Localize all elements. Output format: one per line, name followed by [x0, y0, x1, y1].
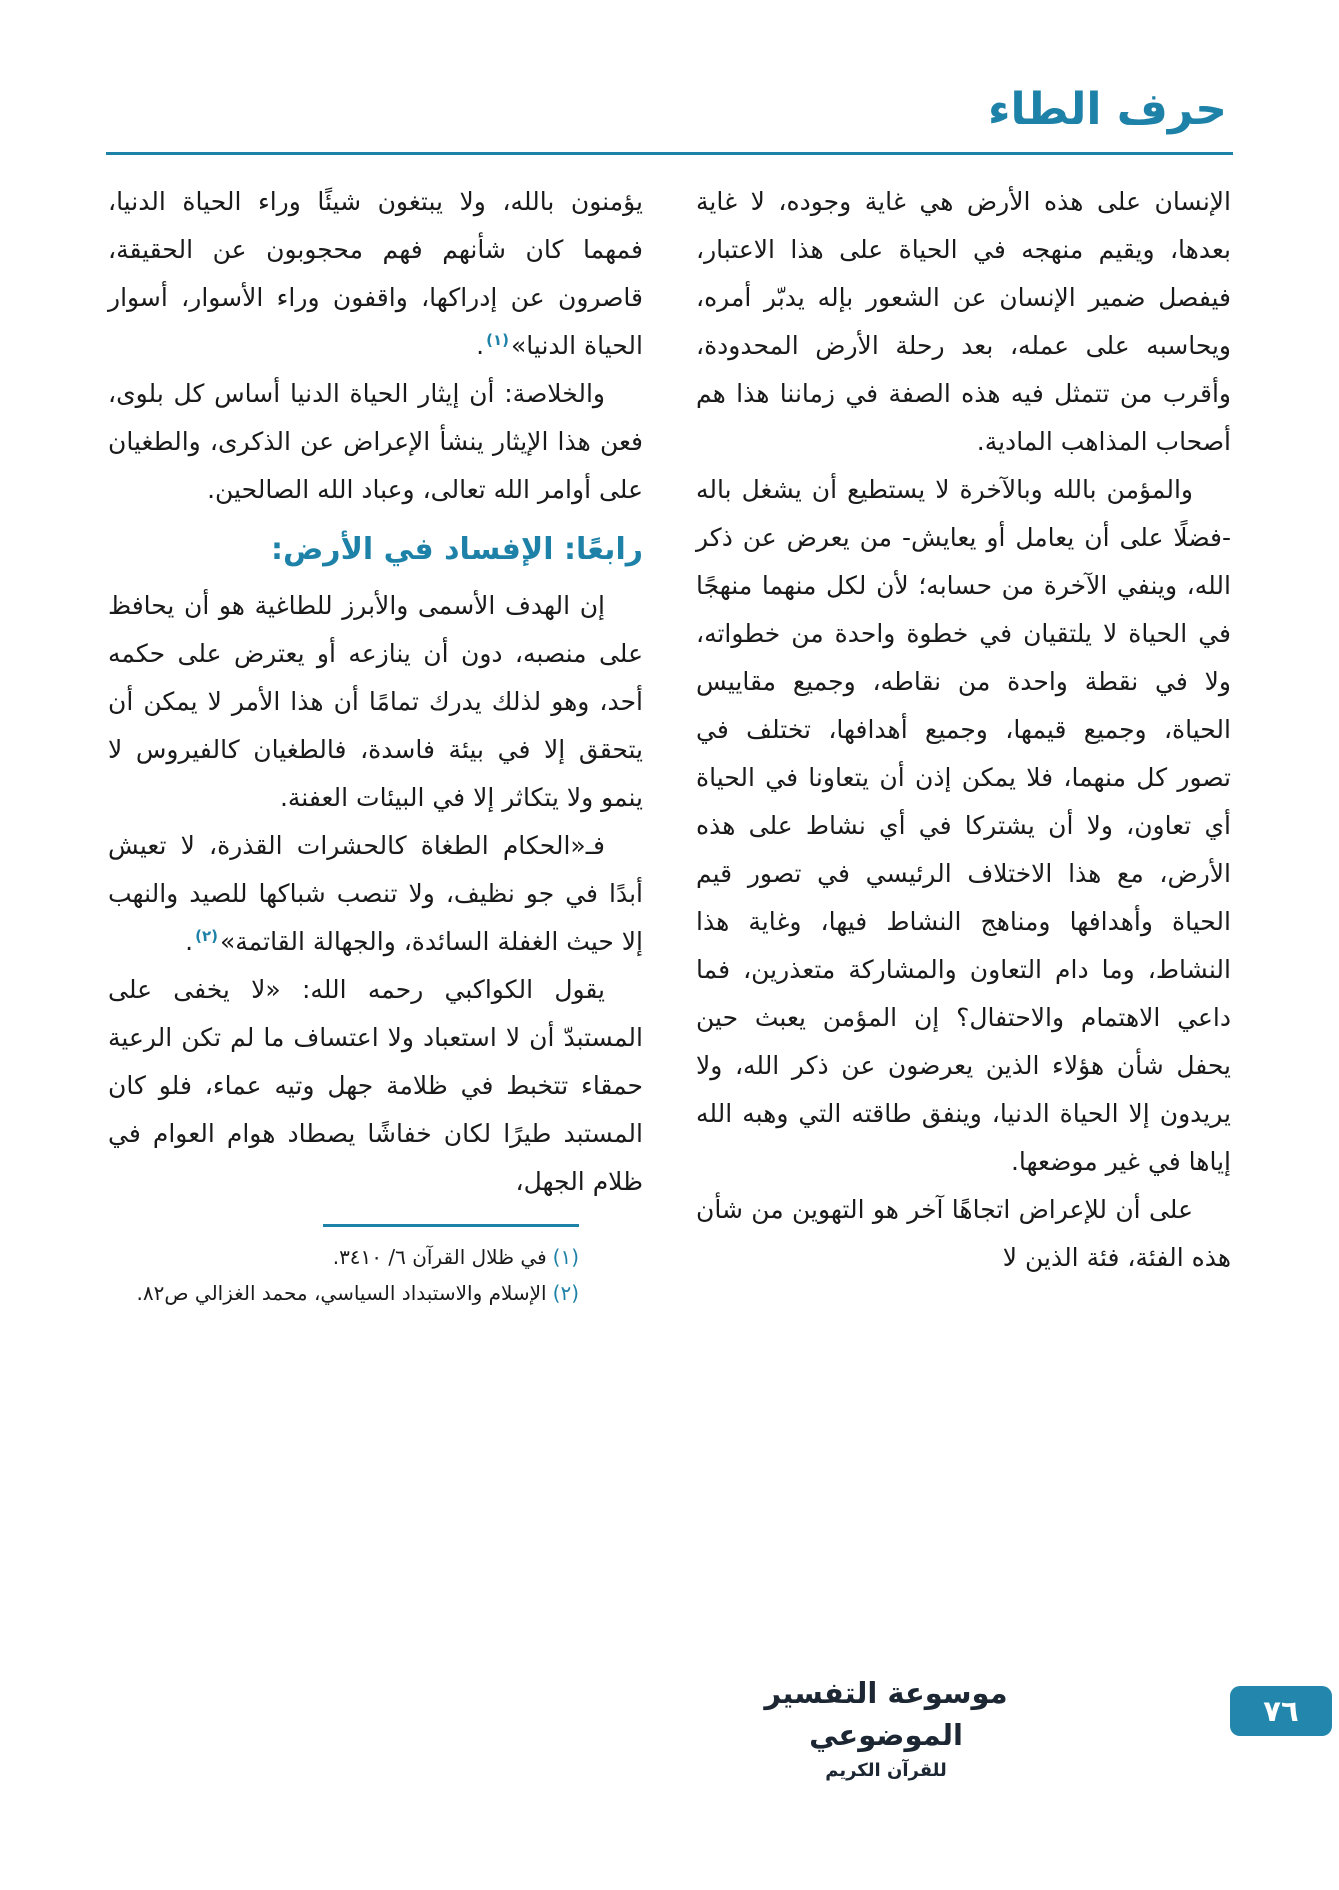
paragraph [108, 178, 643, 370]
column-left [108, 178, 643, 1311]
page-number-badge [1230, 1686, 1332, 1736]
footnote-text: الإسلام والاستبداد السياسي، محمد الغزالي ص٨٢. [136, 1281, 547, 1305]
section-heading: رابعًا: الإفساد في الأرض: [270, 532, 643, 567]
header-divider-line [106, 152, 1233, 155]
footnote-text: في ظلال القرآن ٦/ ٣٤١٠. [332, 1245, 547, 1269]
paragraph-text: فـ«الحكام الطغاة كالحشرات القذرة، لا تعيش أبدًا في جو نظيف، ولا تنصب شباكها للصيد والنهب إلا حيث الغفلة السائدة، والجهالة القاتمة» [108, 831, 643, 956]
footnote-ref-2: (٢) [195, 926, 218, 945]
paragraph: والمؤمن بالله وبالآخرة لا يستطيع أن يشغل باله -فضلًا على أن يعامل أو يعايش- من يعرض عن ذكر الله، وينفي الآخرة من حسابه؛ لأن لكل منهما منهجًا في الحياة لا يلتقيان في خطوة واحدة من خطواته، ولا في نقطة واحدة من نقاطه، وجميع مقاييس الحياة، وجميع قيمها، وجميع أهدافها، تختلف في تصور كل منهما، فلا يمكن إذن أن يتعاونا في الحياة أي تعاون، ولا أن يشتركا في أي نشاط على هذه الأرض، مع هذا الاختلاف الرئيسي في تصور قيم الحياة وأهدافها ومناهج النشاط فيها، وغاية هذا النشاط، وما دام التعاون والمشاركة متعذرين، فما داعي الاهتمام والاحتفال؟ إن المؤمن يعبث حين يحفل شأن هؤلاء الذين يعرضون عن ذكر الله، ولا يريدون إلا الحياة الدنيا، وينفق طاقته التي وهبه الله إياها في غير موضعها. [696, 475, 1231, 1176]
column-right [696, 178, 1231, 1282]
publisher-logo [758, 1672, 1014, 1781]
page-number: ٧٦ [1263, 1694, 1299, 1728]
footnote-marker: (٢) [552, 1281, 579, 1305]
footnote-item [108, 1275, 579, 1311]
text-columns [108, 178, 1231, 1311]
publisher-logo-subtitle: للقرآن الكريم [825, 1760, 947, 1781]
paragraph-text: . [476, 331, 485, 360]
paragraph: إن الهدف الأسمى والأبرز للطاغية هو أن يحافظ على منصبه، دون أن ينازعه أو يعترض على حكمه أحد، وهو لذلك يدرك تمامًا أن هذا الأمر لا يمكن أن يتحقق إلا في بيئة فاسدة، فالطغيان كالفيروس لا ينمو ولا يتكاثر إلا في البيئات العفنة. [108, 591, 643, 812]
footnotes-section [108, 1224, 579, 1311]
paragraph-text: يؤمنون بالله، ولا يبتغون شيئًا وراء الحياة الدنيا، فمهما كان شأنهم فهم محجوبون عن الحقيقة، قاصرون عن إدراكها، واقفون وراء الأسوار، أسوار الحياة الدنيا» [108, 187, 643, 360]
publisher-logo-title: موسوعة التفسير الموضوعي [764, 1676, 1008, 1752]
paragraph: والخلاصة: أن إيثار الحياة الدنيا أساس كل بلوى، فعن هذا الإيثار ينشأ الإعراض عن الذكرى، والطغيان على أوامر الله تعالى، وعباد الله الصالحين. [108, 379, 643, 504]
paragraph: الإنسان على هذه الأرض هي غاية وجوده، لا غاية بعدها، ويقيم منهجه في الحياة على هذا الاعتبار، فيفصل ضمير الإنسان عن الشعور بإله يدبّر أمره، ويحاسبه على عمله، بعد رحلة الأرض المحدودة، وأقرب من تتمثل فيه هذه الصفة في زماننا هذا هم أصحاب المذاهب المادية. [696, 187, 1231, 456]
paragraph: على أن للإعراض اتجاهًا آخر هو التهوين من شأن هذه الفئة، فئة الذين لا [696, 1195, 1231, 1272]
paragraph: يقول الكواكبي رحمه الله: «لا يخفى على المستبدّ أن لا استعباد ولا اعتساف ما لم تكن الرعية حمقاء تتخبط في ظلامة جهل وتيه عماء، فلو كان المستبد طيرًا لكان خفاشًا يصطاد هوام العوام في ظلام الجهل، [108, 975, 643, 1196]
footnote-divider [323, 1224, 579, 1227]
footnote-marker: (١) [552, 1245, 579, 1269]
chapter-letter-title: حرف الطاء [988, 84, 1227, 135]
paragraph-text: . [185, 927, 194, 956]
footnote-item [108, 1239, 579, 1275]
paragraph [108, 822, 643, 966]
footnote-ref-1: (١) [486, 330, 509, 349]
